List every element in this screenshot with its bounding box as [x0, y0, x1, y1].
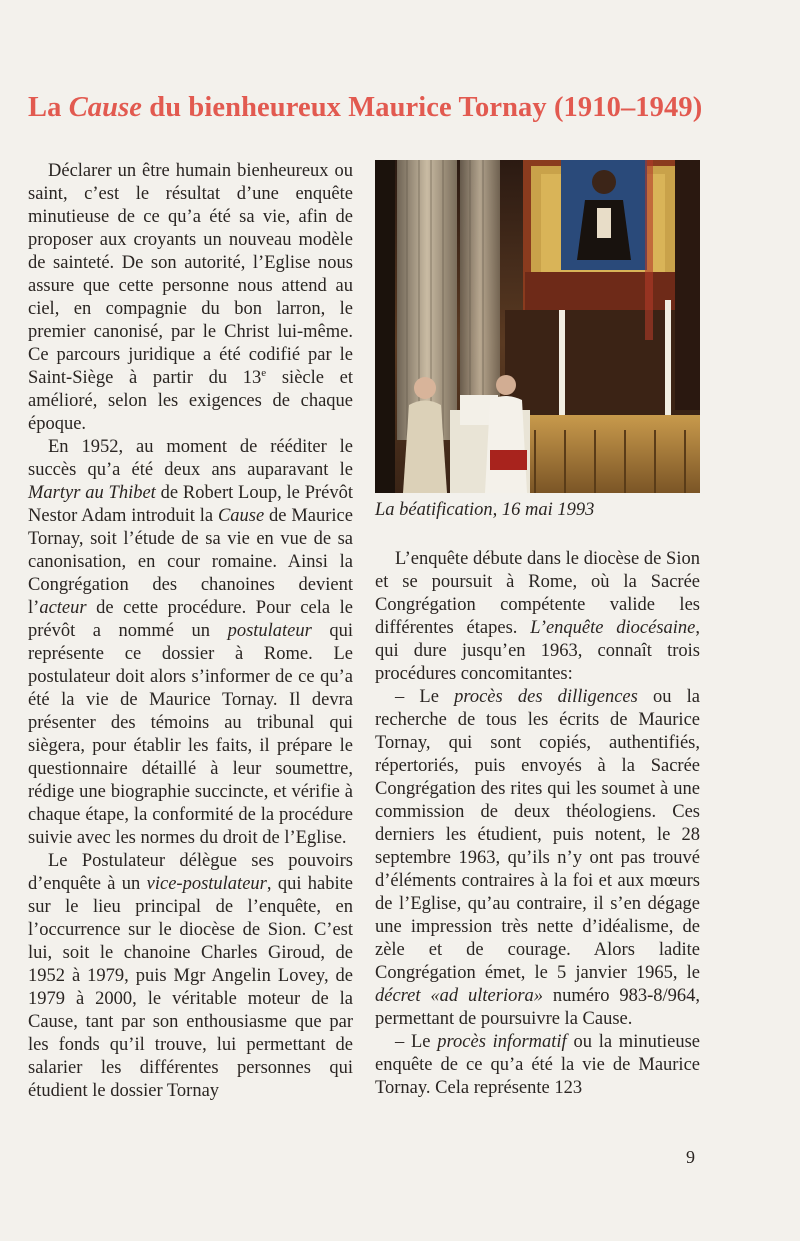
text-span: – Le	[395, 687, 455, 707]
text-span: de Maurice Tornay, soit l’étude de sa vie en vue de sa canonisation, en cour romaine. Ainsi la Congrégation des chanoines devient l’	[28, 506, 353, 618]
text-span: siècle et amélioré, selon les exigences de chaque époque.	[28, 368, 353, 434]
italic-span: L’enquête diocésaine	[530, 618, 696, 638]
italic-span: procès informatif	[437, 1032, 567, 1052]
title-suffix: du bienheureux Maurice Tornay (1910–1949)	[142, 92, 703, 123]
text-span: – Le	[395, 1032, 438, 1052]
left-paragraph-3	[28, 850, 353, 1103]
right-column	[375, 548, 700, 1100]
italic-span: procès des dilligences	[454, 687, 638, 707]
left-paragraph-2	[28, 436, 353, 850]
text-span: En 1952, au moment de rééditer le succès qu’a été deux ans auparavant le	[28, 437, 353, 480]
left-column	[28, 160, 353, 1103]
left-paragraph-1	[28, 160, 353, 436]
text-span: qui représente ce dossier à Rome. Le postulateur doit alors s’informer de ce qu’a été la vie de Maurice Tornay. Il devra présenter des témoins au tribunal qui siègera, pour établir les faits, il prépare le questionnaire détaillé à leur soumettre, rédige une biographie succincte, et vérifie à chaque étape, la conformité de la procédure suivie avec les normes du droit de l’Eglise.	[28, 621, 354, 848]
page-title	[28, 88, 728, 128]
italic-span: Martyr au Thibet	[28, 483, 156, 503]
text-span: Le Postulateur délègue ses pouvoirs d’enquête à un	[28, 851, 353, 894]
superscript: e	[261, 366, 267, 379]
right-paragraph-3	[375, 1031, 700, 1100]
text-span: de cette procédure. Pour cela le prévôt a nommé un	[28, 598, 353, 641]
right-paragraph-2	[375, 686, 700, 1031]
text-span: L’enquête débute dans le diocèse de Sion et se poursuit à Rome, où la Sacrée Congrégation compétente valide les différentes étapes.	[375, 549, 700, 638]
text-span: Déclarer un être humain bienheureux ou saint, c’est le résultat d’une enquête minutieuse de ce qu’a été sa vie, afin de proposer aux croyants un nouveau modèle de sainteté. De son autorité, l’Eglise nous assure que cette personne nous attend au ciel, en compagnie du bon larron, le premier canonisé, par le Christ lui-même. Ce parcours juridique a été codifié par le Saint-Siège à partir du 13	[28, 161, 353, 388]
photo-caption: La béatification, 16 mai 1993	[375, 500, 595, 520]
text-span: ou la minutieuse enquête de ce qu’a été la vie de Maurice Tornay. Cela représente 123	[375, 1032, 700, 1098]
title-prefix: La	[28, 92, 69, 123]
italic-span: acteur	[39, 598, 87, 618]
right-paragraph-1	[375, 548, 700, 686]
text-span: , qui habite sur le lieu principal de l’enquête, en l’occurrence sur le diocèse de Sion. C’est lui, soit le chanoine Charles Giroud, de 1952 à 1979, puis Mgr Angelin Lovey, de 1979 à 2000, le véritable moteur de la Cause, tant par son enthousiasme que par les fonds qu’il trouve, lui permettant de salarier les différentes personnes qui étudient le dossier Tornay	[28, 874, 353, 1101]
beatification-photo	[375, 160, 700, 493]
italic-span: décret «ad ulteriora»	[375, 986, 544, 1006]
text-span: numéro 983-8/964, permettant de poursuivre la Cause.	[375, 986, 700, 1029]
title-italic: Cause	[68, 92, 143, 123]
text-span: ou la recherche de tous les écrits de Maurice Tornay, qui sont copiés, authentifiés, répertoriés, puis envoyés à la Sacrée Congrégation des rites qui les soumet à une commission de deux théologiens. Ces derniers les étudient, puis notent, le 28 septembre 1963, qu’ils n’y ont pas trouvé d’éléments contraires à la foi et aux mœurs de l’Eglise, qu’au contraire, il s’en dégage une impression très nette d’idéalisme, de zèle et de courage. Alors ladite Congrégation émet, le 5 janvier 1965, le	[375, 687, 700, 983]
italic-span: vice-postulateur	[146, 874, 267, 894]
text-span: de Robert Loup, le Prévôt Nestor Adam introduit la	[28, 483, 353, 526]
italic-span: postulateur	[227, 621, 312, 641]
text-span: , qui dure jusqu’en 1963, connaît trois procédures concomitantes:	[375, 618, 700, 684]
italic-span: Cause	[217, 506, 265, 526]
page-number: 9	[686, 1147, 695, 1167]
